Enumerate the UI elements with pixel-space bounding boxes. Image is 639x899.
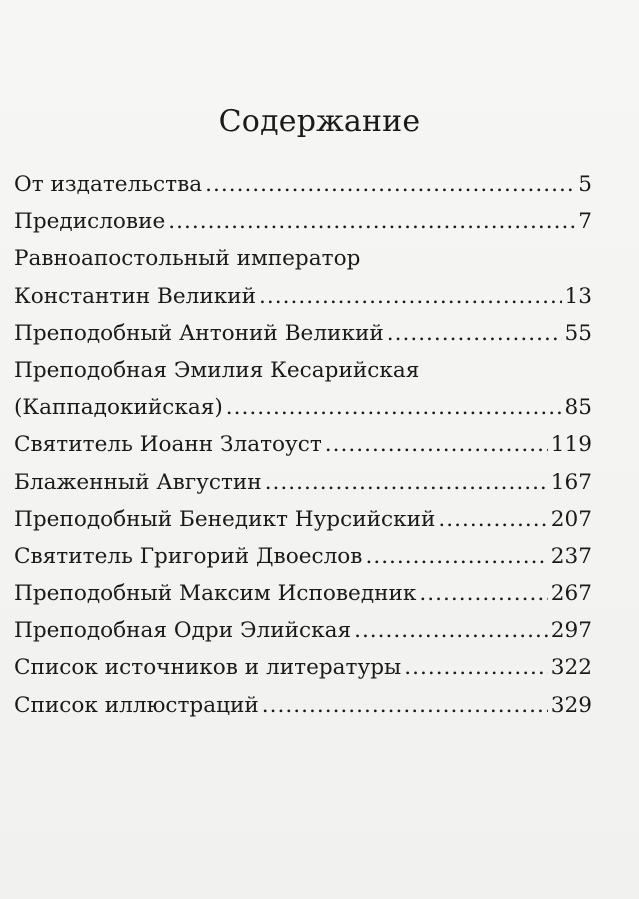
toc-page-number: 167 (550, 469, 592, 495)
toc-page-number: 322 (550, 655, 592, 681)
toc-entry-title: (Каппадокийская) (14, 395, 223, 421)
toc-entry (14, 612, 592, 649)
toc-entry-title: Равноапостольный император (14, 246, 361, 272)
toc-entry (14, 166, 592, 203)
toc-entry (14, 687, 592, 724)
toc-page-number: 297 (550, 618, 592, 644)
toc-page-number: 207 (550, 506, 592, 532)
toc-entry-title: Преподобный Бенедикт Нурсийский (14, 506, 436, 532)
toc-dot-leader (387, 315, 562, 352)
toc-entry (14, 538, 592, 575)
page-title: Содержание (218, 104, 421, 139)
toc-entry-title: Список источников и литературы (14, 655, 402, 681)
toc-dot-leader (168, 203, 575, 240)
toc-entry (14, 464, 592, 501)
toc-entry (14, 389, 592, 426)
toc-entry-title: Преподобная Эмилия Кесарийская (14, 357, 420, 383)
toc-dot-leader (354, 612, 548, 649)
toc-entry-title: Константин Великий (14, 283, 257, 309)
toc-entry (14, 352, 592, 389)
toc-entry (14, 426, 592, 463)
toc-dot-leader (262, 687, 548, 724)
toc-page-number: 237 (550, 543, 592, 569)
toc-dot-leader (226, 389, 562, 426)
toc-page-number: 267 (550, 581, 592, 607)
toc-entry-title: Преподобный Антоний Великий (14, 320, 384, 346)
toc-dot-leader (419, 575, 547, 612)
toc-dot-leader (325, 426, 548, 463)
toc-page-number: 85 (564, 395, 592, 421)
toc-page-number: 5 (578, 172, 592, 197)
toc-page-number: 329 (550, 692, 592, 718)
toc-dot-leader (205, 166, 575, 203)
toc-entry-title: Святитель Григорий Двоеслов (14, 543, 363, 569)
toc-page-number: 13 (564, 283, 592, 309)
toc-dot-leader (438, 501, 547, 538)
toc-entry (14, 278, 592, 315)
toc-dot-leader (404, 649, 548, 686)
toc-entry (14, 575, 592, 612)
toc-entry (14, 649, 592, 686)
toc-entry-title: Святитель Иоанн Златоуст (14, 432, 322, 458)
toc-entry-title: Список иллюстраций (14, 692, 259, 718)
table-of-contents (14, 166, 592, 724)
toc-entry (14, 240, 592, 277)
toc-dot-leader (265, 464, 548, 501)
toc-entry-title: Предисловие (14, 209, 166, 235)
toc-entry-title: От издательства (14, 172, 203, 197)
toc-entry-title: Преподобный Максим Исповедник (14, 581, 417, 607)
toc-page-number: 55 (564, 320, 592, 346)
toc-entry (14, 315, 592, 352)
toc-page-number: 7 (578, 209, 592, 235)
toc-dot-leader (259, 278, 561, 315)
toc-entry (14, 501, 592, 538)
toc-page-number: 119 (550, 432, 592, 458)
toc-entry (14, 203, 592, 240)
toc-entry-title: Преподобная Одри Элийская (14, 618, 352, 644)
toc-dot-leader (365, 538, 547, 575)
toc-entry-title: Блаженный Августин (14, 469, 262, 495)
